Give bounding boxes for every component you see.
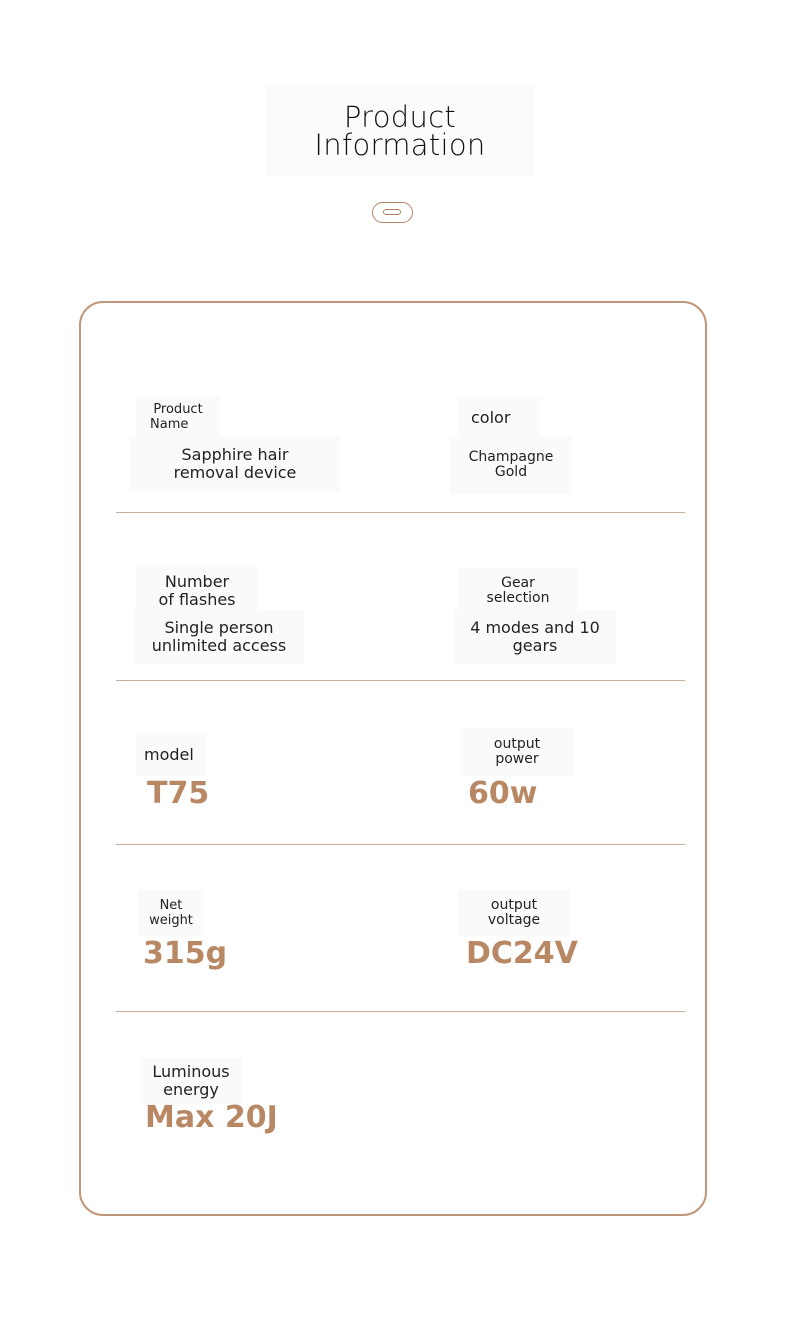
color-label <box>458 398 540 438</box>
row-divider-1 <box>116 512 685 513</box>
product-name-value-line2: removal device <box>173 463 297 482</box>
net-weight-label-line2: weight <box>149 913 193 928</box>
output-voltage-label-line2: voltage <box>487 912 541 928</box>
model-label <box>136 734 206 776</box>
gear-label <box>458 568 578 614</box>
pill-badge-icon <box>372 202 413 223</box>
flashes-label <box>136 566 258 616</box>
flashes-value-line1: Single person <box>164 618 274 637</box>
output-power-label-line1: output <box>493 736 541 752</box>
page-title <box>265 86 535 176</box>
flashes-label-line2: of flashes <box>158 590 236 609</box>
flashes-value-line2: unlimited access <box>151 636 287 655</box>
model-value: T75 <box>147 776 210 811</box>
title-line-2: Information <box>314 128 486 162</box>
color-value-line2: Gold <box>494 464 528 480</box>
row-divider-3 <box>116 844 685 845</box>
output-voltage-label-line1: output <box>490 897 538 913</box>
net-weight-value: 315g <box>143 936 228 971</box>
gear-value-line2: gears <box>512 636 558 655</box>
gear-value-line1: 4 modes and 10 <box>470 618 600 637</box>
gear-value <box>454 610 616 664</box>
output-voltage-value: DC24V <box>466 936 578 971</box>
product-name-value <box>130 436 340 492</box>
luminous-energy-label-line2: energy <box>163 1080 219 1099</box>
luminous-energy-label-line1: Luminous <box>152 1062 230 1081</box>
output-power-label-line2: power <box>495 751 539 767</box>
model-label-text: model <box>144 745 194 764</box>
net-weight-label <box>138 890 204 936</box>
flashes-value <box>134 610 304 664</box>
pill-inner-icon <box>383 209 401 215</box>
gear-label-line1: Gear <box>501 575 535 591</box>
gear-label-line2: selection <box>486 590 550 606</box>
color-value <box>450 436 572 494</box>
luminous-energy-value: Max 20J <box>145 1100 278 1135</box>
product-name-label <box>136 397 220 437</box>
product-name-value-line1: Sapphire hair <box>181 445 289 464</box>
luminous-energy-label <box>140 1058 242 1104</box>
net-weight-label-line1: Net <box>159 898 183 913</box>
product-name-label-line2: Name <box>150 417 189 432</box>
row-divider-4 <box>116 1011 685 1012</box>
product-name-label-line1: Product <box>153 402 203 417</box>
row-divider-2 <box>116 680 685 681</box>
flashes-label-line1: Number <box>164 572 230 591</box>
title-line-1: Product <box>343 100 457 134</box>
color-label-text: color <box>471 408 511 427</box>
output-power-value: 60w <box>468 776 538 811</box>
output-voltage-label <box>458 890 570 936</box>
output-power-label <box>460 728 574 776</box>
color-value-line1: Champagne <box>468 449 554 465</box>
